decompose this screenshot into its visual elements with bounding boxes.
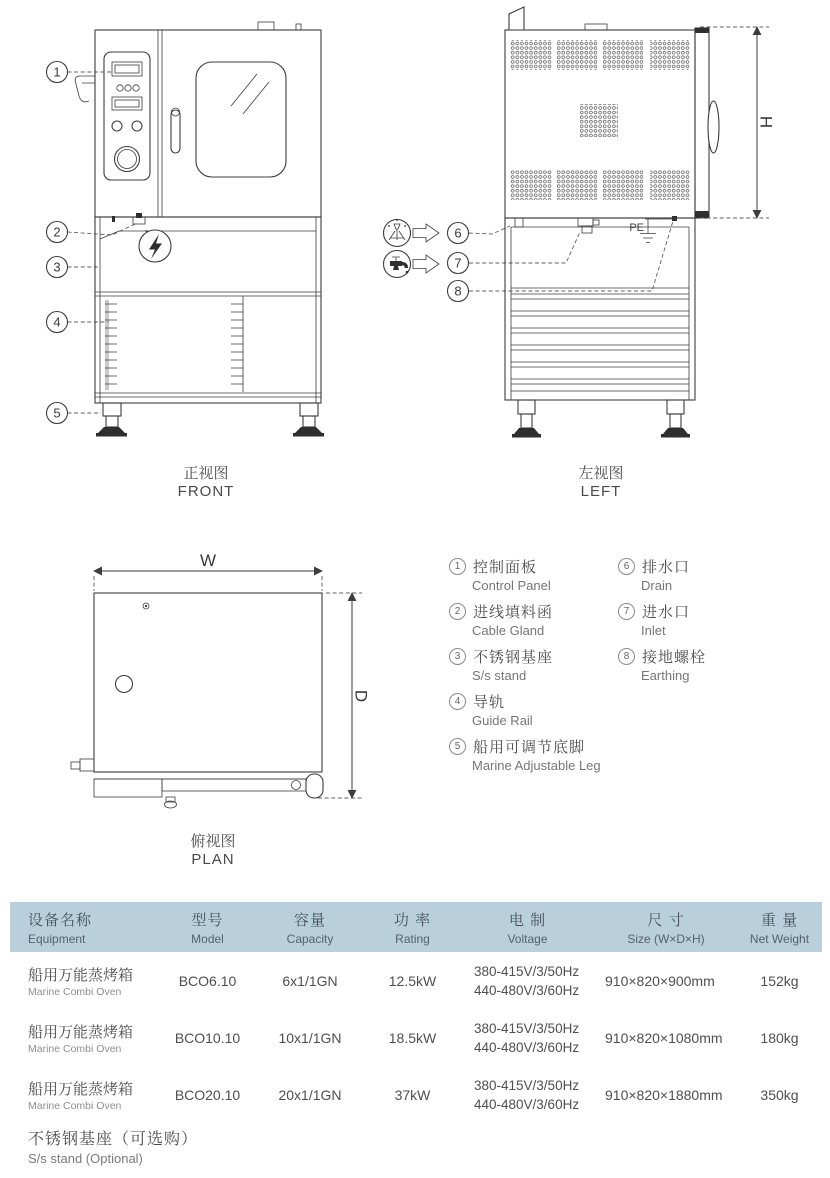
cable-gland-fitting xyxy=(133,217,145,224)
legend-item-marine-leg: 5 船用可调节底脚 Marine Adjustable Leg xyxy=(449,736,601,773)
svg-text:5: 5 xyxy=(53,405,61,421)
panel-knob-small xyxy=(132,121,142,131)
door-edge xyxy=(695,28,709,218)
plan-view xyxy=(71,551,371,868)
door-handle-side xyxy=(708,101,719,153)
legend-item-drain: 6 排水口 Drain xyxy=(618,556,706,593)
side-connector xyxy=(80,759,94,771)
stand-front xyxy=(95,213,321,403)
callout-5 xyxy=(47,403,68,424)
capacity-cell: 6x1/1GN xyxy=(282,972,338,989)
left-view xyxy=(384,7,776,500)
voltage-cell: 380-415V/3/50Hz 440-480V/3/60Hz xyxy=(474,1020,580,1055)
callout-4 xyxy=(47,312,68,333)
hand-shower-hook xyxy=(75,76,95,102)
spec-row-bco20 xyxy=(10,1066,822,1123)
header-rating: 功 率 Rating xyxy=(393,912,432,946)
svg-text:D: D xyxy=(351,689,371,703)
inlet-fitting xyxy=(578,218,599,233)
equipment-cell: 船用万能蒸烤箱 Marine Combi Oven xyxy=(28,966,134,998)
legend-item-cable-gland: 2 进线填料函 Cable Gland xyxy=(449,601,601,638)
callout-1 xyxy=(47,62,68,83)
arrow-right-icon xyxy=(413,255,439,273)
svg-text:2: 2 xyxy=(53,224,61,240)
legend-number: 8 xyxy=(618,648,635,665)
rating-cell: 37kW xyxy=(394,1086,431,1103)
svg-text:8: 8 xyxy=(454,283,462,299)
spec-row-bco10 xyxy=(10,1009,822,1066)
spec-row-bco6 xyxy=(10,952,822,1009)
leader-line xyxy=(469,232,580,263)
legend-number: 7 xyxy=(618,603,635,620)
oven-body-front xyxy=(95,30,321,217)
leader-line xyxy=(469,226,510,234)
model-cell: BCO10.10 xyxy=(174,1029,241,1046)
header-equipment: 设备名称 Equipment xyxy=(28,912,93,946)
stand-slats xyxy=(511,288,689,391)
panel-knob-large xyxy=(115,147,140,172)
glass-shine xyxy=(231,74,269,114)
legend-item-ss-stand: 3 不锈钢基座 S/s stand xyxy=(449,646,601,683)
rating-cell: 18.5kW xyxy=(388,1029,437,1046)
marine-adjustable-legs-front xyxy=(96,403,324,437)
weight-cell: 152kg xyxy=(760,972,799,989)
depth-dimension xyxy=(318,593,371,798)
capacity-cell: 10x1/1GN xyxy=(278,1029,342,1046)
svg-text:7: 7 xyxy=(454,255,462,271)
arrow-right-icon xyxy=(413,224,439,242)
voltage-cell: 380-415V/3/50Hz 440-480V/3/60Hz xyxy=(474,963,580,998)
callout-7 xyxy=(448,253,469,274)
width-dimension xyxy=(94,551,322,591)
plan-port xyxy=(116,676,133,693)
marine-adjustable-legs-left xyxy=(512,400,690,438)
panel-button xyxy=(125,85,131,91)
display-window xyxy=(112,97,142,110)
compartment-top xyxy=(100,231,316,239)
legend-item-guide-rail: 4 导轨 Guide Rail xyxy=(449,691,601,728)
drain-fitting xyxy=(515,218,523,227)
legend-item-earthing: 8 接地螺栓 Earthing xyxy=(618,646,706,683)
callout-2 xyxy=(47,222,68,243)
callout-6 xyxy=(448,223,469,244)
display-window xyxy=(112,62,142,76)
svg-text:3: 3 xyxy=(53,259,61,275)
legend-number: 2 xyxy=(449,603,466,620)
svg-text:6: 6 xyxy=(454,225,462,241)
model-cell: BCO6.10 xyxy=(178,972,237,989)
panel-knob-small xyxy=(112,121,122,131)
guide-rail-bar xyxy=(105,300,109,390)
earthing-symbol xyxy=(629,216,677,243)
control-panel xyxy=(104,52,150,180)
oven-body-plan xyxy=(94,593,322,772)
stand-left xyxy=(505,218,695,400)
voltage-cell: 380-415V/3/50Hz 440-480V/3/60Hz xyxy=(474,1077,580,1112)
front-view-label-zh: 正视图 xyxy=(183,465,229,482)
header-voltage: 电 制 Voltage xyxy=(507,912,548,946)
header-weight: 重 量 Net Weight xyxy=(749,912,810,946)
water-tap-icon xyxy=(384,251,411,278)
left-view-label-zh: 左视图 xyxy=(578,465,624,482)
plan-view-label-zh: 俯视图 xyxy=(190,833,236,850)
svg-text:W: W xyxy=(199,551,217,570)
callout-8 xyxy=(448,281,469,302)
legend-number: 6 xyxy=(618,558,635,575)
legend-number: 4 xyxy=(449,693,466,710)
panel-button xyxy=(133,85,139,91)
front-view xyxy=(47,22,325,500)
spec-table xyxy=(10,902,822,1123)
size-cell: 910×820×1080mm xyxy=(605,1029,723,1046)
svg-text:4: 4 xyxy=(53,314,61,330)
legend-column-2 xyxy=(618,556,706,683)
front-view-label-en: FRONT xyxy=(177,483,235,500)
flue-stack xyxy=(509,7,524,30)
legend-item-control-panel: 1 控制面板 Control Panel xyxy=(449,556,601,593)
legend-item-inlet: 7 进水口 Inlet xyxy=(618,601,706,638)
size-cell: 910×820×900mm xyxy=(605,972,715,989)
top-vent xyxy=(258,22,274,30)
legend-number: 5 xyxy=(449,738,466,755)
svg-text:1: 1 xyxy=(53,64,61,80)
table-footnote: 不锈钢基座（可选购） S/s stand (Optional) xyxy=(28,1131,199,1166)
legend-number: 1 xyxy=(449,558,466,575)
weight-cell: 350kg xyxy=(760,1086,799,1103)
top-nub xyxy=(296,24,301,30)
plan-door-assembly xyxy=(94,774,323,808)
header-model: 型号 Model xyxy=(191,912,224,946)
panel-button xyxy=(117,85,123,91)
plan-view-label-en: PLAN xyxy=(191,851,235,868)
pe-label: PE xyxy=(629,222,644,234)
drain-symbol-icon xyxy=(384,219,411,246)
weight-cell: 180kg xyxy=(760,1029,799,1046)
door-hinge xyxy=(306,774,323,798)
door-window xyxy=(196,62,286,177)
door-handle xyxy=(171,110,180,153)
oven-door xyxy=(171,62,286,177)
electric-symbol-icon xyxy=(139,230,171,262)
guide-rail-ticks xyxy=(105,304,243,384)
svg-text:H: H xyxy=(756,115,776,129)
model-cell: BCO20.10 xyxy=(174,1086,241,1103)
left-view-label-en: LEFT xyxy=(580,483,622,500)
capacity-cell: 20x1/1GN xyxy=(278,1086,342,1103)
legend-number: 3 xyxy=(449,648,466,665)
equipment-cell: 船用万能蒸烤箱 Marine Combi Oven xyxy=(28,1080,134,1112)
table-header-row xyxy=(10,902,822,952)
size-cell: 910×820×1880mm xyxy=(605,1086,723,1103)
rating-cell: 12.5kW xyxy=(388,972,437,989)
callout-3 xyxy=(47,257,68,278)
header-size: 尺 寸 Size (W×D×H) xyxy=(627,912,705,946)
top-cap xyxy=(585,24,607,30)
header-capacity: 容量 Capacity xyxy=(286,912,334,946)
leader-line xyxy=(68,224,136,235)
legend-column-1 xyxy=(449,556,601,773)
equipment-cell: 船用万能蒸烤箱 Marine Combi Oven xyxy=(28,1023,134,1055)
